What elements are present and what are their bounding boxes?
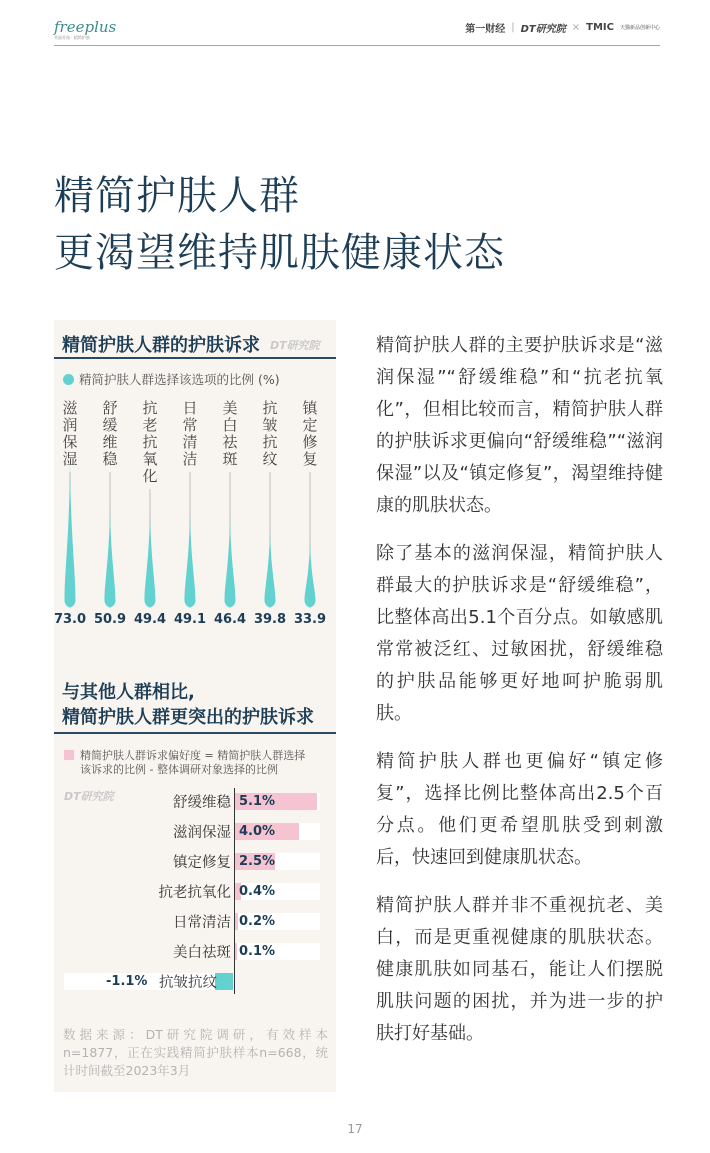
freeplus-logo: freeplus bbox=[54, 18, 117, 36]
chart1-drop-bar bbox=[225, 515, 236, 607]
chart2-value-label: -1.1% bbox=[106, 974, 148, 989]
logo-divider: | bbox=[511, 22, 515, 33]
chart2-row bbox=[54, 910, 336, 932]
body-paragraph: 精简护肤人群的主要护肤诉求是“滋润保湿”“舒缓维稳”和“抗老抗氧化”，但相比较而言，精简护肤人群的护肤诉求更偏向“舒缓维稳”“滋润保湿”以及“镇定修复”，渴望维持健康的肌肤状态。 bbox=[376, 335, 663, 516]
body-paragraph: 除了基本的滋润保湿，精简护肤人群最大的护肤诉求是“舒缓维稳”，比整体高出5.1个百分点。如敏感肌常常被泛红、过敏困扰，舒缓维稳的护肤品能够更好地呵护脆弱肌肤。 bbox=[376, 543, 663, 724]
chart1-drop-bar bbox=[305, 540, 316, 607]
chart1-value-label: 50.9 bbox=[93, 612, 127, 627]
chart2-value-label: 0.4% bbox=[239, 884, 276, 899]
dt-logo: DT研究院 bbox=[520, 24, 566, 35]
chart1-category-label: 抗 老 抗 氧 化 bbox=[142, 399, 158, 485]
chart1-value-label: 49.1 bbox=[173, 612, 207, 627]
freeplus-logo-subtitle: 芙丽芳丝 · 精简护肤 bbox=[54, 35, 90, 40]
chart1-legend-label: 精简护肤人群选择该选项的比例 (%) bbox=[79, 372, 280, 387]
chart1-drop-bar bbox=[265, 528, 276, 607]
page-title-line-1: 精简护肤人群 bbox=[54, 173, 300, 219]
page-title-line-2: 更渴望维持肌肤健康状态 bbox=[54, 230, 505, 276]
chart1-drop-bar bbox=[105, 506, 116, 607]
data-source-note: 数据来源：DT研究院调研，有效样本n=1877，正在实践精简护肤样本n=668，统计时间截至2023年3月 bbox=[63, 1027, 328, 1078]
chart1-category-label: 美 白 祛 斑 bbox=[222, 399, 238, 468]
page-title bbox=[54, 168, 505, 282]
chart2-category-label: 美白祛斑 bbox=[173, 945, 231, 961]
logo-cross: × bbox=[571, 22, 581, 33]
chart2-legend-line-2: 该诉求的比例 - 整体调研对象选择的比例 bbox=[80, 763, 278, 776]
chart2-value-label: 4.0% bbox=[239, 824, 276, 839]
chart2-legend-text-1: 精简护肤人群诉求偏好度 = 精简护肤人群选择 bbox=[80, 749, 306, 762]
body-text bbox=[376, 330, 663, 1066]
chart2-title-rule bbox=[54, 732, 336, 734]
chart1-drop-bar bbox=[145, 509, 156, 607]
chart2-legend-line-1 bbox=[64, 749, 329, 763]
chart1-value-label: 73.0 bbox=[53, 612, 87, 627]
chart2-title-line-2: 精简护肤人群更突出的护肤诉求 bbox=[62, 707, 314, 728]
chart2-category-label: 镇定修复 bbox=[173, 855, 231, 871]
chart2-title bbox=[62, 680, 314, 730]
chart-panel bbox=[54, 320, 336, 1092]
tmic-logo-subtitle: 天猫新品创新中心 bbox=[619, 25, 660, 31]
chart2-category-label: 日常清洁 bbox=[173, 915, 231, 931]
watermark: DT研究院 bbox=[64, 790, 114, 803]
chart1-category-label: 抗 皱 抗 纹 bbox=[262, 399, 278, 468]
chart2-row bbox=[54, 850, 336, 872]
chart1-category-label: 舒 缓 维 稳 bbox=[102, 399, 118, 468]
chart1-title: 精简护肤人群的护肤诉求 bbox=[62, 335, 260, 356]
chart2-row bbox=[54, 880, 336, 902]
chart2-category-label: 舒缓维稳 bbox=[173, 795, 231, 811]
chart2-bar bbox=[215, 973, 233, 990]
chart1-svg bbox=[54, 320, 336, 640]
chart2-zero-axis bbox=[234, 788, 235, 994]
body-paragraph: 精简护肤人群也更偏好“镇定修复”，选择比例比整体高出2.5个百分点。他们更希望肌肤受到刺激后，快速回到健康肌状态。 bbox=[376, 751, 663, 868]
chart1-drop-bar bbox=[65, 462, 76, 607]
chart2-value-label: 0.1% bbox=[239, 944, 276, 959]
partner-logos bbox=[465, 20, 660, 35]
chart2-bar bbox=[235, 943, 237, 960]
chart2-row bbox=[54, 940, 336, 962]
watermark: DT研究院 bbox=[270, 339, 320, 352]
chart2-row bbox=[54, 790, 336, 812]
chart2-row bbox=[54, 970, 336, 992]
page-header bbox=[0, 0, 710, 48]
chart1-value-label: 39.8 bbox=[253, 612, 287, 627]
chart1-category-label: 滋 润 保 湿 bbox=[62, 399, 78, 468]
chart1-drop-bar bbox=[185, 510, 196, 607]
legend-square-icon bbox=[64, 750, 74, 760]
chart1-category-label: 日 常 清 洁 bbox=[182, 399, 198, 468]
chart2-bar bbox=[235, 913, 238, 930]
page-number: 17 bbox=[347, 1122, 363, 1136]
chart2-title-line-1: 与其他人群相比, bbox=[62, 682, 195, 703]
chart2-value-label: 0.2% bbox=[239, 914, 276, 929]
chart2-value-label: 2.5% bbox=[239, 854, 276, 869]
chart1-value-label: 49.4 bbox=[133, 612, 167, 627]
chart1-value-label: 33.9 bbox=[293, 612, 327, 627]
header-divider bbox=[54, 45, 660, 46]
chart2-legend bbox=[64, 749, 329, 777]
chart2-category-label: 抗皱抗纹 bbox=[159, 975, 217, 991]
chart2-value-label: 5.1% bbox=[239, 794, 276, 809]
tmic-logo: TMIC bbox=[586, 22, 614, 33]
body-paragraph: 精简护肤人群并非不重视抗老、美白，而是更重视健康的肌肤状态。健康肌肤如同基石，能让人们摆脱肌肤问题的困扰，并为进一步的护肤打好基础。 bbox=[376, 895, 663, 1044]
chart1-category-label: 镇 定 修 复 bbox=[302, 399, 318, 468]
cbn-logo: 第一财经 bbox=[465, 24, 506, 35]
chart1-value-label: 46.4 bbox=[213, 612, 247, 627]
chart2-category-label: 滋润保湿 bbox=[173, 825, 231, 841]
chart2-category-label: 抗老抗氧化 bbox=[158, 885, 231, 901]
chart2-row bbox=[54, 820, 336, 842]
